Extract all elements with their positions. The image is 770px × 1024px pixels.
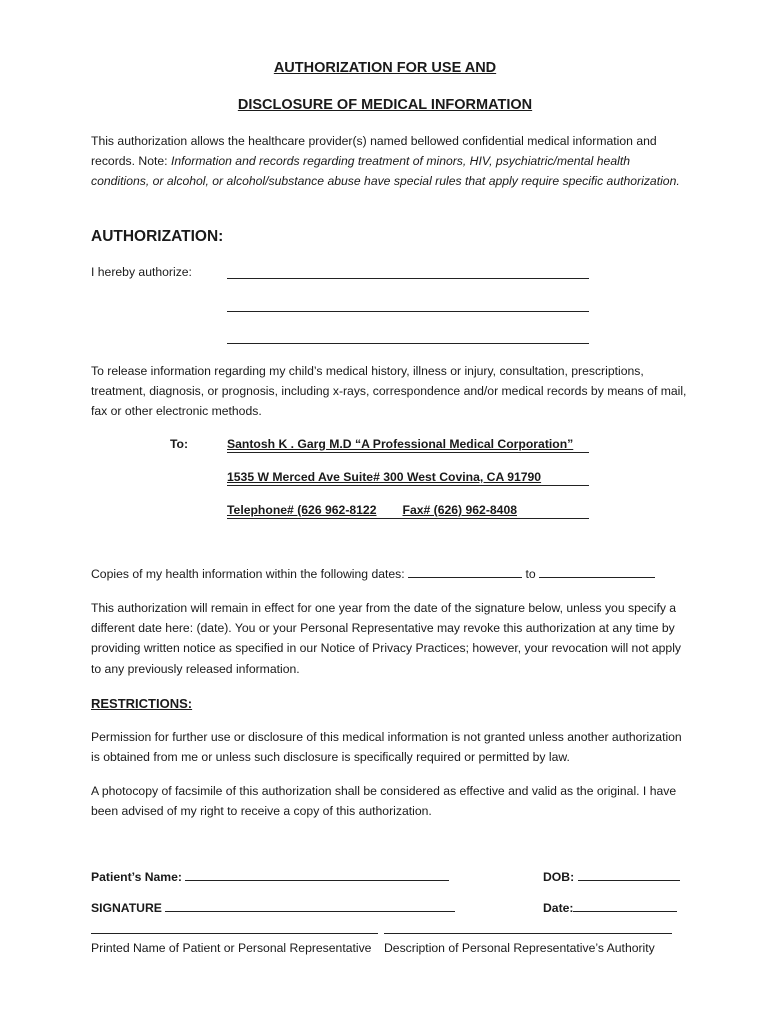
dob-row: [543, 870, 680, 884]
patient-name-row: [91, 870, 449, 884]
form-title-line-1: AUTHORIZATION FOR USE AND: [273, 60, 497, 76]
printed-name-caption: Printed Name of Patient or Personal Representative: [91, 941, 372, 955]
signature-date-field[interactable]: [573, 901, 677, 912]
authorized-party-line-2[interactable]: [227, 311, 589, 312]
printed-name-field[interactable]: [91, 933, 378, 934]
restrictions-heading: RESTRICTIONS:: [91, 696, 193, 711]
authorized-party-line-3[interactable]: [227, 343, 589, 344]
end-date-field[interactable]: [539, 567, 655, 578]
date-row: [543, 901, 677, 915]
intro-lead-text: This authorization allows the healthcare provider(s) named bellowed confidential medical information and records. Note:: [91, 134, 657, 169]
restrictions-paragraph: Permission for further use or disclosure of this medical information is not granted unless another authorization is obtained from me or unless such disclosure is specifically required or permitted by law.: [91, 730, 682, 765]
dates-label: Copies of my health information within the following dates:: [91, 567, 405, 581]
to-label: To:: [170, 437, 189, 451]
recipient-phone-fax: [227, 503, 589, 519]
recipient-telephone: Telephone# (626 962-8122: [227, 503, 377, 517]
intro-note-text: Information and records regarding treatment of minors, HIV, psychiatric/mental health conditions, or alcohol, or alcohol/substance abuse have special rules that apply require specific authorization.: [91, 154, 680, 189]
patient-name-field[interactable]: [185, 870, 449, 881]
authorize-label: I hereby authorize:: [91, 265, 192, 279]
dates-to-word: to: [525, 567, 536, 581]
effect-paragraph: This authorization will remain in effect for one year from the date of the signature below, unless you specify a different date here: (date). You or your Personal Representative may revoke this authorization at any time by providing written notice as specified in our Notice of Privacy Practices; however, your revocation will not apply to any previously released information.: [91, 601, 682, 676]
dob-field[interactable]: [578, 870, 680, 881]
form-title-line-2: DISCLOSURE OF MEDICAL INFORMATION: [237, 97, 533, 113]
start-date-field[interactable]: [408, 567, 522, 578]
recipient-address: 1535 W Merced Ave Suite# 300 West Covina, CA 91790: [227, 470, 589, 486]
authorized-party-line-1[interactable]: [227, 278, 589, 279]
recipient-name: Santosh K . Garg M.D “A Professional Medical Corporation”: [227, 437, 589, 453]
signature-row: [91, 901, 455, 915]
signature-label: SIGNATURE: [91, 901, 162, 915]
signature-field[interactable]: [165, 901, 455, 912]
photocopy-paragraph: A photocopy of facsimile of this authorization shall be considered as effective and valid as the original. I have been advised of my right to receive a copy of this authorization.: [91, 784, 677, 819]
dates-row: [91, 567, 655, 581]
patient-name-label: Patient’s Name:: [91, 870, 182, 884]
release-paragraph: To release information regarding my child’s medical history, illness or injury, consultation, prescriptions, treatment, diagnosis, or prognosis, including x-rays, correspondence and/or medical records by means of mail, fax or other electronic methods.: [91, 364, 687, 419]
recipient-fax: Fax# (626) 962-8408: [402, 503, 518, 517]
authority-description-field[interactable]: [384, 933, 672, 934]
authority-description-caption: Description of Personal Representative’s Authority: [384, 941, 655, 955]
dob-label: DOB:: [543, 870, 575, 884]
authorization-heading: AUTHORIZATION:: [91, 228, 224, 245]
date-label: Date:: [543, 901, 574, 915]
intro-paragraph: [91, 131, 681, 192]
